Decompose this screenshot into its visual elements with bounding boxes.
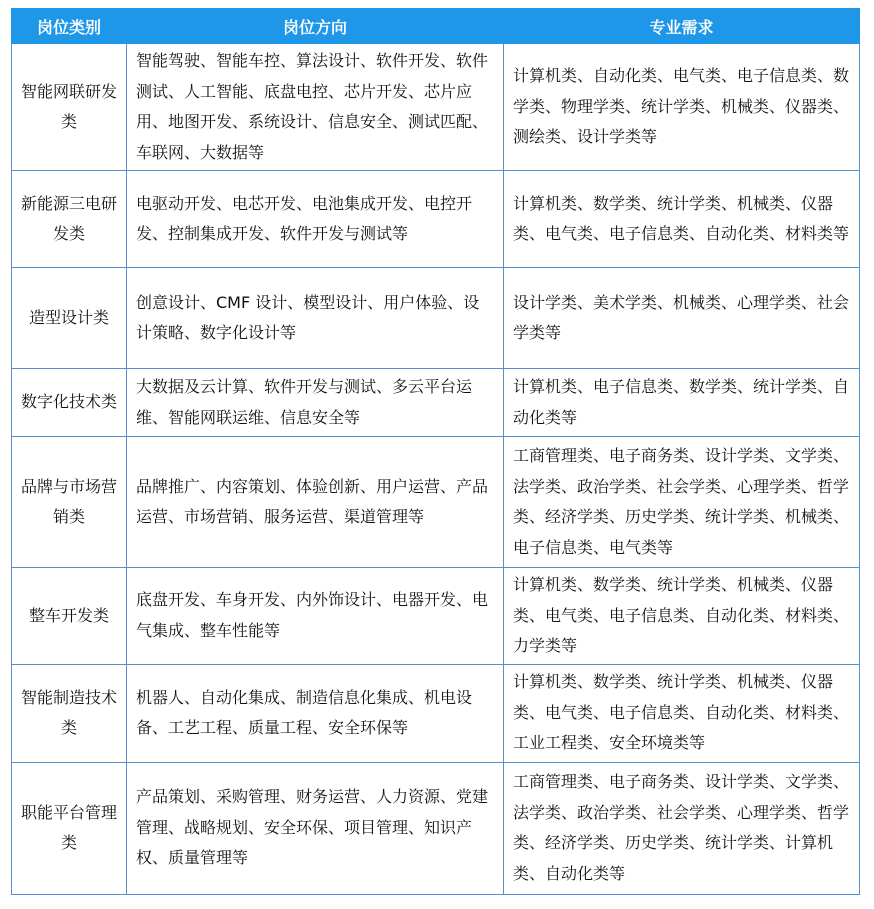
row-category: 整车开发类 xyxy=(12,568,127,665)
row-category: 新能源三电研发类 xyxy=(12,171,127,268)
jobs-table xyxy=(11,8,860,895)
row-majors: 计算机类、电子信息类、数学类、统计学类、自动化类等 xyxy=(504,369,860,437)
row-direction: 大数据及云计算、软件开发与测试、多云平台运维、智能网联运维、信息安全等 xyxy=(127,369,504,437)
row-direction: 机器人、自动化集成、制造信息化集成、机电设备、工艺工程、质量工程、安全环保等 xyxy=(127,664,504,762)
header-category: 岗位类别 xyxy=(12,9,127,44)
row-category: 造型设计类 xyxy=(12,268,127,369)
row-majors: 计算机类、数学类、统计学类、机械类、仪器类、电气类、电子信息类、自动化类、材料类、力学类等 xyxy=(504,568,860,665)
row-category: 职能平台管理类 xyxy=(12,762,127,894)
jobs-table-container xyxy=(11,8,860,895)
row-category: 数字化技术类 xyxy=(12,369,127,437)
row-majors: 计算机类、自动化类、电气类、电子信息类、数学类、物理学类、统计学类、机械类、仪器类、测绘类、设计学类等 xyxy=(504,44,860,171)
table-row xyxy=(12,268,860,369)
row-category: 智能网联研发类 xyxy=(12,44,127,171)
row-category: 智能制造技术类 xyxy=(12,664,127,762)
header-row xyxy=(12,9,860,44)
row-majors: 计算机类、数学类、统计学类、机械类、仪器类、电气类、电子信息类、自动化类、材料类、工业工程类、安全环境类等 xyxy=(504,664,860,762)
row-majors: 设计学类、美术学类、机械类、心理学类、社会学类等 xyxy=(504,268,860,369)
row-direction: 品牌推广、内容策划、体验创新、用户运营、产品运营、市场营销、服务运营、渠道管理等 xyxy=(127,437,504,568)
table-row xyxy=(12,171,860,268)
table-row xyxy=(12,568,860,665)
row-majors: 工商管理类、电子商务类、设计学类、文学类、法学类、政治学类、社会学类、心理学类、哲学类、经济学类、历史学类、统计学类、计算机类、自动化类等 xyxy=(504,762,860,894)
table-row xyxy=(12,369,860,437)
row-category: 品牌与市场营销类 xyxy=(12,437,127,568)
table-row xyxy=(12,664,860,762)
header-majors: 专业需求 xyxy=(504,9,860,44)
row-majors: 计算机类、数学类、统计学类、机械类、仪器类、电气类、电子信息类、自动化类、材料类等 xyxy=(504,171,860,268)
row-direction: 底盘开发、车身开发、内外饰设计、电器开发、电气集成、整车性能等 xyxy=(127,568,504,665)
table-row xyxy=(12,437,860,568)
table-row xyxy=(12,762,860,894)
row-direction: 创意设计、CMF 设计、模型设计、用户体验、设计策略、数字化设计等 xyxy=(127,268,504,369)
row-direction: 产品策划、采购管理、财务运营、人力资源、党建管理、战略规划、安全环保、项目管理、知识产权、质量管理等 xyxy=(127,762,504,894)
row-majors: 工商管理类、电子商务类、设计学类、文学类、法学类、政治学类、社会学类、心理学类、哲学类、经济学类、历史学类、统计学类、机械类、电子信息类、电气类等 xyxy=(504,437,860,568)
row-direction: 电驱动开发、电芯开发、电池集成开发、电控开发、控制集成开发、软件开发与测试等 xyxy=(127,171,504,268)
header-direction: 岗位方向 xyxy=(127,9,504,44)
table-row xyxy=(12,44,860,171)
row-direction: 智能驾驶、智能车控、算法设计、软件开发、软件测试、人工智能、底盘电控、芯片开发、芯片应用、地图开发、系统设计、信息安全、测试匹配、车联网、大数据等 xyxy=(127,44,504,171)
